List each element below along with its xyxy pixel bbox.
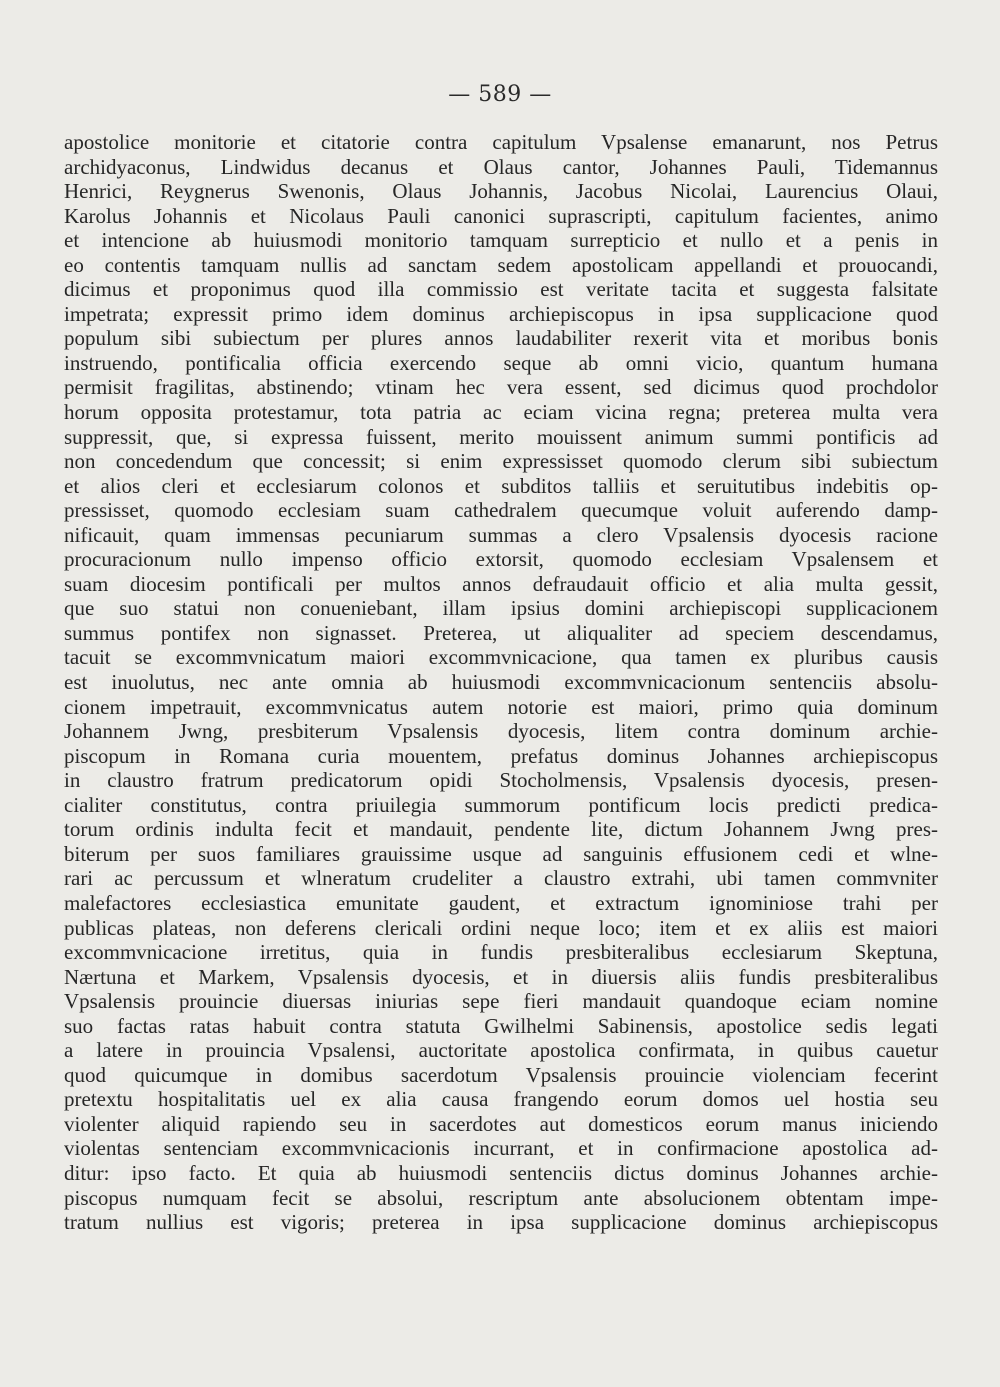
text-line: eo contentis tamquam nullis ad sanctam sedem apostolicam appellandi et prouocandi, <box>64 252 938 277</box>
text-line: suo factas ratas habuit contra statuta Gwilhelmi Sabinensis, apostolice sedis legati <box>64 1013 938 1038</box>
text-line: Nærtuna et Markem, Vpsalensis dyocesis, et in diuersis aliis fundis presbiteralibus <box>64 964 938 989</box>
body-text <box>64 130 938 1235</box>
text-line: tratum nullius est vigoris; preterea in ipsa supplicacione dominus archiepiscopus <box>64 1210 938 1235</box>
text-line: dicimus et proponimus quod illa commissio est veritate tacita et suggesta falsitate <box>64 277 938 302</box>
text-line: violentas sentenciam excommvnicacionis incurrant, et in confirmacione apostolica ad- <box>64 1136 938 1161</box>
text-line: et alios cleri et ecclesiarum colonos et subditos talliis et seruitutibus indebitis op- <box>64 473 938 498</box>
page-number: — 589 — <box>448 82 552 107</box>
text-line: apostolice monitorie et citatorie contra capitulum Vpsalense emanarunt, nos Petrus <box>64 130 938 154</box>
text-line: cionem impetrauit, excommvnicatus autem notorie est maiori, primo quia dominum <box>64 694 938 719</box>
text-line: que suo statui non conueniebant, illam ipsius domini archiepiscopi supplicacionem <box>64 596 938 621</box>
text-line: est inuolutus, nec ante omnia ab huiusmodi excommvnicacionum sentenciis absolu- <box>64 670 938 695</box>
text-line: suppressit, que, si expressa fuissent, merito mouissent animum summi pontificis ad <box>64 424 938 449</box>
text-line: rari ac percussum et wlneratum crudeliter a claustro extrahi, ubi tamen commvniter <box>64 866 938 891</box>
text-line: Johannem Jwng, presbiterum Vpsalensis dyocesis, litem contra dominum archie- <box>64 719 938 744</box>
text-line: Karolus Johannis et Nicolaus Pauli canonici suprascripti, capitulum facientes, animo <box>64 203 938 228</box>
text-line: permisit fragilitas, abstinendo; vtinam hec vera essent, sed dicimus quod prochdolor <box>64 375 938 400</box>
text-line: piscopum in Romana curia mouentem, prefatus dominus Johannes archiepiscopus <box>64 743 938 768</box>
text-line: Vpsalensis prouincie diuersas iniurias sepe fieri mandauit quandoque eciam nomine <box>64 989 938 1014</box>
text-line: cialiter constitutus, contra priuilegia summorum pontificum locis predicti predica- <box>64 792 938 817</box>
text-line: piscopus numquam fecit se absolui, rescriptum ante absolucionem obtentam impe- <box>64 1185 938 1210</box>
text-line: instruendo, pontificalia officia exercendo seque ab omni vicio, quantum humana <box>64 350 938 375</box>
text-line: a latere in prouincia Vpsalensi, auctoritate apostolica confirmata, in quibus cauetur <box>64 1038 938 1063</box>
text-line: populum sibi subiectum per plures annos laudabiliter rexerit vita et moribus bonis <box>64 326 938 351</box>
text-line: biterum per suos familiares grauissime usque ad sanguinis effusionem cedi et wlne- <box>64 841 938 866</box>
text-line: archidyaconus, Lindwidus decanus et Olaus cantor, Johannes Pauli, Tidemannus <box>64 154 938 179</box>
text-line: horum opposita protestamur, tota patria ac eciam vicina regna; preterea multa vera <box>64 400 938 425</box>
text-line: malefactores ecclesiastica emunitate gaudent, et extractum ignominiose trahi per <box>64 890 938 915</box>
text-line: nificauit, quam immensas pecuniarum summas a clero Vpsalensis dyocesis racione <box>64 522 938 547</box>
text-line: violenter aliquid rapiendo seu in sacerdotes aut domesticos eorum manus iniciendo <box>64 1111 938 1136</box>
text-line: suam diocesim pontificali per multos annos defraudauit officio et alia multa gessit, <box>64 571 938 596</box>
text-line: impetrata; expressit primo idem dominus archiepiscopus in ipsa supplicacione quod <box>64 301 938 326</box>
text-line: Henrici, Reygnerus Swenonis, Olaus Johannis, Jacobus Nicolai, Laurencius Olaui, <box>64 179 938 204</box>
text-line: publicas plateas, non deferens clericali ordini neque loco; item et ex aliis est maiori <box>64 915 938 940</box>
text-line: procuracionum nullo impenso officio extorsit, quomodo ecclesiam Vpsalensem et <box>64 547 938 572</box>
text-line: et intencione ab huiusmodi monitorio tamquam surrepticio et nullo et a penis in <box>64 228 938 253</box>
text-line: in claustro fratrum predicatorum opidi Stocholmensis, Vpsalensis dyocesis, presen- <box>64 768 938 793</box>
text-line: tacuit se excommvnicatum maiori excommvnicacione, qua tamen ex pluribus causis <box>64 645 938 670</box>
text-line: excommvnicacione irretitus, quia in fundis presbiteralibus ecclesiarum Skeptuna, <box>64 940 938 965</box>
text-line: pressisset, quomodo ecclesiam suam cathedralem quecumque voluit auferendo damp- <box>64 498 938 523</box>
text-line: non concedendum que concessit; si enim expressisset quomodo clerum sibi subiectum <box>64 449 938 474</box>
text-line: summus pontifex non signasset. Preterea, ut aliqualiter ad speciem descendamus, <box>64 620 938 645</box>
text-line: pretextu hospitalitatis uel ex alia causa frangendo eorum domos uel hostia seu <box>64 1087 938 1112</box>
text-line: ditur: ipso facto. Et quia ab huiusmodi sentenciis dictus dominus Johannes archie- <box>64 1160 938 1185</box>
text-line: quod quicumque in domibus sacerdotum Vpsalensis prouincie violenciam fecerint <box>64 1062 938 1087</box>
text-line: torum ordinis indulta fecit et mandauit, pendente lite, dictum Johannem Jwng pres- <box>64 817 938 842</box>
